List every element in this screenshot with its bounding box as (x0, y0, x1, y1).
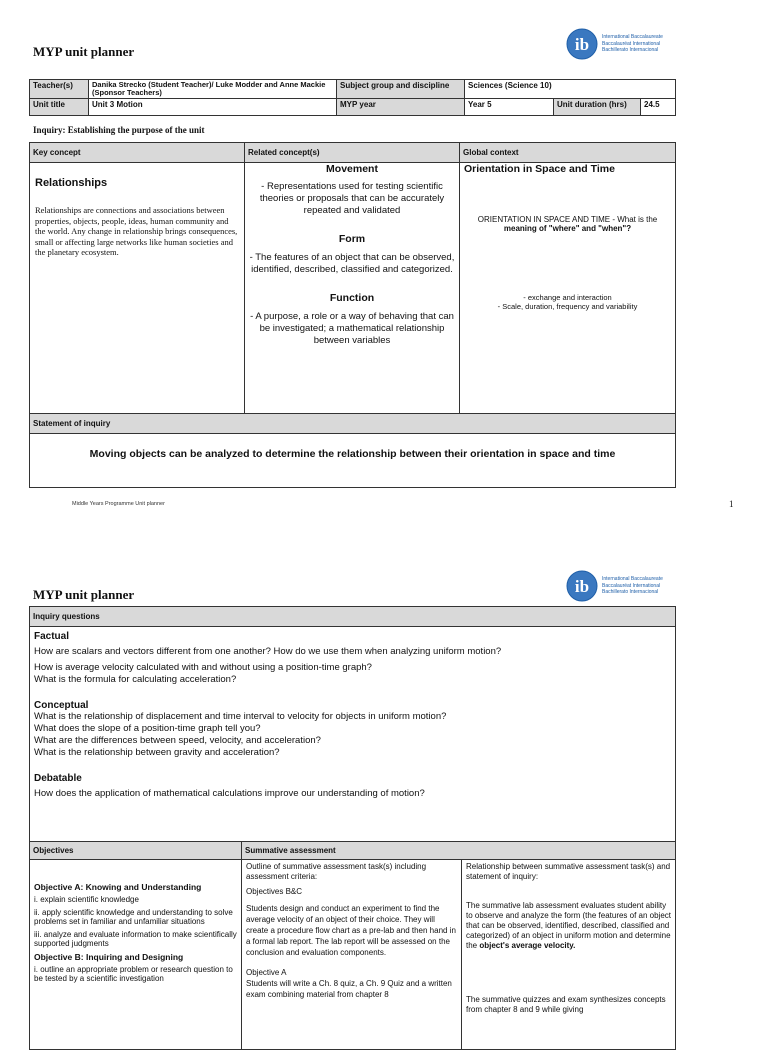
objectives-table (29, 841, 676, 1050)
related-concepts-label: Related concept(s) (245, 143, 460, 163)
related-concept-title: Movement (326, 163, 378, 175)
summative-objectives-bc: Objectives B&C (246, 887, 303, 896)
key-concept-label: Key concept (30, 143, 245, 163)
objective-item: ii. apply scientific knowledge and understanding to solve problems set in familiar and unfamiliar situations (34, 907, 233, 926)
summative-lab-task: Students design and conduct an experiment to find the average velocity of an object of their choice. They will create a procedure flow chart as a pre-lab and then hand in a formal lab report. The lab report will be assessed on the conclusion and evaluation components. (246, 904, 456, 957)
myp-year-label: MYP year (337, 99, 465, 116)
page-number: 1 (729, 499, 734, 509)
teacher-label: Teacher(s) (30, 80, 89, 99)
objective-item: i. explain scientific knowledge (34, 895, 139, 904)
conceptual-question: What are the differences between speed, velocity, and acceleration? (34, 735, 321, 746)
relationship-lab (466, 901, 671, 951)
factual-question: What is the formula for calculating acceleration? (34, 674, 237, 685)
relationship-quiz: The summative quizzes and exam synthesizes concepts from chapter 8 and 9 while giving (466, 995, 666, 1014)
related-concept-desc: - Representations used for testing scientific theories or proposals that can be accurately repeated and validated (259, 181, 445, 216)
page-gap (0, 520, 768, 560)
unit-title-label: Unit title (30, 99, 89, 116)
svg-text:ib: ib (574, 577, 590, 596)
logo-line: Bachillerato Internacional (602, 589, 659, 596)
related-concept-title: Form (338, 233, 366, 245)
concepts-table (29, 142, 676, 488)
objective-a-heading: Objective A: Knowing and Understanding (34, 882, 202, 892)
global-context-question: ORIENTATION IN SPACE AND TIME - What is the (477, 215, 658, 224)
subject-value: Sciences (Science 10) (465, 80, 676, 99)
myp-year-value: Year 5 (465, 99, 554, 116)
inquiry-questions-table (29, 606, 676, 842)
global-context-exploration: - Scale, duration, frequency and variability (497, 302, 638, 311)
global-context-title: Orientation in Space and Time (464, 163, 615, 175)
factual-question: How is average velocity calculated with and without using a position-time graph? (34, 662, 372, 673)
objective-item: i. outline an appropriate problem or research question to be tested by a scientific investigation (34, 964, 233, 983)
page-title: MYP unit planner (33, 44, 135, 59)
svg-text:ib: ib (574, 35, 590, 54)
ib-globe-icon (566, 28, 598, 60)
conceptual-question: What is the relationship of displacement and time interval to velocity for objects in uniform motion? (34, 711, 447, 722)
factual-heading: Factual (34, 631, 70, 642)
key-concept-desc: Relationships are connections and associations between properties, objects, people, ideas, human community and the world. Any change in relationship brings consequences, small or affecting large networks like human societies and the planetary ecosystem. (35, 205, 238, 257)
conceptual-question: What is the relationship between gravity and acceleration? (34, 747, 280, 758)
logo-line: Bachillerato Internacional (602, 47, 659, 54)
summative-outline: Outline of summative assessment task(s) including assessment criteria: (246, 862, 427, 881)
ib-logo (566, 28, 663, 60)
ib-logo (566, 570, 663, 602)
objectives-label: Objectives (30, 842, 242, 860)
related-concept-desc: - The features of an object that can be observed, identified, described, classified and categorized. (249, 252, 455, 275)
summative-objective-a: Objective A (246, 968, 287, 977)
logo-line: International Baccalaureate (602, 34, 663, 41)
unit-title-value: Unit 3 Motion (89, 99, 337, 116)
debatable-question: How does the application of mathematical calculations improve our understanding of motion? (34, 788, 425, 799)
global-context-label: Global context (460, 143, 676, 163)
key-concept-title: Relationships (35, 177, 108, 189)
relationship-heading: Relationship between summative assessment task(s) and statement of inquiry: (466, 862, 671, 881)
unit-duration-value: 24.5 (641, 99, 676, 116)
statement-of-inquiry-text: Moving objects can be analyzed to determine the relationship between their orientation in space and time (30, 434, 676, 488)
related-concept-title: Function (329, 292, 375, 304)
inquiry-heading: Inquiry: Establishing the purpose of the unit (33, 125, 205, 135)
subject-label: Subject group and discipline (337, 80, 465, 99)
conceptual-heading: Conceptual (34, 700, 89, 711)
statement-of-inquiry-label: Statement of inquiry (30, 414, 676, 434)
objective-b-heading: Objective B: Inquiring and Designing (34, 951, 184, 962)
debatable-heading: Debatable (34, 773, 82, 784)
page-footer: Middle Years Programme Unit planner (72, 501, 165, 507)
unit-duration-label: Unit duration (hrs) (554, 99, 641, 116)
global-context-exploration: - exchange and interaction (523, 293, 612, 302)
logo-line: International Baccalaureate (602, 576, 663, 583)
logo-line: Baccalauréat International (602, 40, 661, 47)
conceptual-question: What does the slope of a position-time graph tell you? (34, 723, 261, 734)
ib-globe-icon (566, 570, 598, 602)
logo-line: Baccalauréat International (602, 582, 661, 589)
teacher-value: Danika Strecko (Student Teacher)/ Luke Modder and Anne Mackie (Sponsor Teachers) (89, 80, 337, 99)
summative-quiz-task: Students will write a Ch. 8 quiz, a Ch. 9 Quiz and a written exam combining material from chapter 8 (246, 979, 452, 999)
unit-header-table (29, 79, 676, 116)
objective-item: iii. analyze and evaluate information to make scientifically supported judgments (34, 929, 237, 948)
inquiry-questions-label: Inquiry questions (30, 607, 676, 627)
global-context-question-2: meaning of "where" and "when"? (503, 224, 632, 233)
relationship-lab-text: The summative lab assessment evaluates student ability to observe and analyze the form (the features of an object that can be observed, identified, described, classified and categorized) of an object in uniform motion and determine the (466, 901, 672, 950)
page-title: MYP unit planner (33, 587, 135, 602)
summative-assessment-label: Summative assessment (242, 842, 676, 860)
relationship-lab-bold: object's average velocity. (479, 941, 576, 950)
factual-question: How are scalars and vectors different from one another? How do we use them when analyzing uniform motion? (34, 646, 502, 657)
related-concept-desc: - A purpose, a role or a way of behaving that can be investigated; a mathematical relationship between variables (250, 311, 454, 346)
